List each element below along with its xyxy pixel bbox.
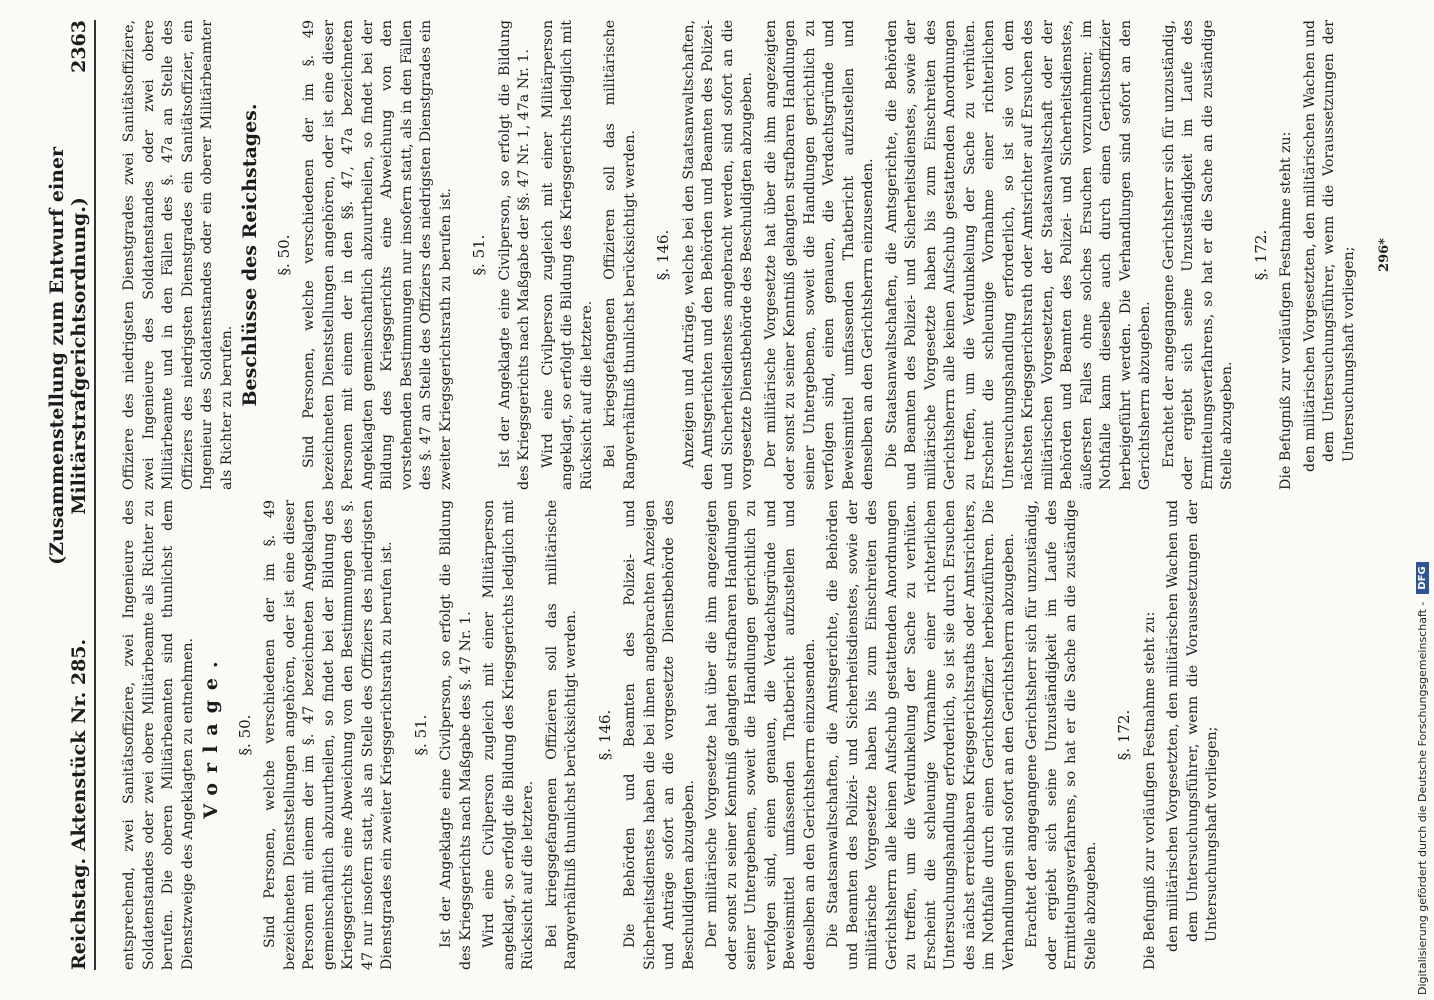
- left-s50-title: §. 50.: [235, 714, 254, 756]
- right-intro: Offiziere des niedrigsten Dienstgrades zwei Sanitätsoffiziere, zwei Ingenieure des Soldatenstandes oder zwei obere Militärbeamte und in den Fällen des §. 47a an Stelle des Offiziers des niedrigsten Dienstgrades ein Sanitätsoffizier, ein Ingenieur des Soldatenstandes oder ein oberer Militärbeamter als Richter zu berufen.: [121, 20, 235, 490]
- header-left: Reichstag. Aktenstück Nr. 285.: [68, 638, 90, 970]
- right-s50-text: Sind Personen, welche verschiedenen der im §. 49 bezeichneten Dienststellungen angehören, oder ist eine dieser Personen mit einem der in den §§. 47, 47a bezeichneten Angeklagten gemeinschaftlich abzuurtheilen, so findet bei der Bildung des Kriegsgerichts eine Abweichung von den vorstehenden Bestimmungen nur insofern statt, als in den Fällen des §. 47 an Stelle des Offiziers des niedrigsten Dienstgrades ein zweiter Kriegsgerichtsrath zu berufen ist.: [301, 20, 454, 490]
- right-s146-p3: Die Staatsanwaltschaften, die Amtsgerichte, die Behörden und Beamten des Polizei- und Sicherheitsdienstes, sowie der militärische Vorgesetzte haben bis zum Einschreiten des Gerichtsherrn alle keinen Aufschub gestattenden Anordnungen zu treffen, um die Verdunkelung der Sache zu verhüten. Erscheint die schleunige Vornahme einer richterlichen Untersuchungshandlung erforderlich, so ist sie von dem nächsten Kriegsgerichtsrath oder Amtsrichter auf Ersuchen des militärischen Vorgesetzten, der Staatsanwaltschaft oder der Behörden und Beamten des Polizei- und Sicherheitsdienstes, äußersten Falles ohne solches Ersuchen vorzunehmen; im Nothfalle kann dieselbe auch durch einen Gerichtsoffizier herbeigeführt werden. Die Verhandlungen sind sofort an den Gerichtsherrn abzugeben.: [883, 20, 1153, 490]
- left-heading: Vorlage.: [200, 651, 222, 819]
- left-s172-p1: Die Befugniß zur vorläufigen Festnahme steht zu:: [1141, 611, 1158, 970]
- page-number: 2363: [68, 20, 90, 73]
- left-s172-title: §. 172.: [1115, 709, 1133, 761]
- right-s146-p1: Anzeigen und Anträge, welche bei den Staatsanwaltschaften, den Amtsgerichten und den Behörden und Beamten des Polizei- und Sicherheitsdienstes angebracht werden, sind sofort an die vorgesetzte Dienstbehörde des Beschuldigten abzugeben.: [680, 20, 755, 490]
- right-s51-p3: Bei kriegsgefangenen Offizieren soll das militärische Rangverhältniß thunlichst berücksichtigt werden.: [602, 20, 638, 490]
- left-s51-p3: Bei kriegsgefangenen Offizieren soll das militärische Rangverhältniß thunlichst berücksichtigt werden.: [543, 500, 579, 970]
- left-intro: entsprechend, zwei Sanitätsoffiziere, zwei Ingenieure des Soldatenstandes oder zwei obere Militärbeamte als Richter zu berufen. Die oberen Militärbeamten sind thunlichst dem Dienstzweige des Angeklagten zu entnehmen.: [121, 500, 196, 970]
- dfg-logo: DFG: [1416, 562, 1429, 593]
- right-s146-p4: Erachtet der angegangene Gerichtsherr sich für unzuständig, oder ergiebt sich seine Unzuständigkeit im Laufe des Ermittelungsverfahrens, so hat er die Sache an die zuständige Stelle abzugeben.: [1160, 20, 1235, 490]
- right-s172-title: §. 172.: [1251, 229, 1270, 281]
- sheet-signature: 296*: [1377, 238, 1392, 272]
- rotated-page-content: [20, 0, 1410, 1000]
- page-header: [46, 20, 96, 970]
- credit-text: Digitalisierung gefördert durch die Deutsche Forschungsgemeinschaft -: [1415, 601, 1429, 995]
- left-s51-title: §. 51.: [411, 714, 430, 756]
- right-s51-title: §. 51.: [470, 234, 488, 276]
- column-vorlage: [120, 500, 1380, 970]
- right-s51-p2: Wird eine Civilperson zugleich mit einer Militärperson angeklagt, so erfolgt die Bildung des Kriegsgerichts lediglich mit Rücksicht auf die letztere.: [539, 20, 595, 490]
- right-s172-p2: den militärischen Vorgesetzten, den militärischen Wachen und dem Untersuchungsführer, wenn die Voraussetzungen der Untersuchungshaft vorliegen;: [1301, 20, 1357, 472]
- right-s50-title: §. 50.: [274, 234, 293, 276]
- header-title: (Zusammenstellung zum Entwurf einer Militärstrafgerichtsordnung.): [46, 146, 90, 565]
- left-s146-p4: Erachtet der angegangene Gerichtsherr sich für unzuständig, oder ergiebt sich seine Unzuständigkeit im Laufe des Ermittelungsverfahrens, so hat er die Sache an die zuständige Stelle abzugeben.: [1024, 500, 1099, 970]
- left-s172-list: [1164, 500, 1223, 970]
- left-s146-p2: Der militärische Vorgesetzte hat über die ihm angezeigten oder sonst zu seiner Kenntniß gelangten strafbaren Handlungen seiner Untergebenen, soweit die Handlungen gerichtlich zu verfolgen sind, einen genauen, die Verdachtsgründe und Beweismittel umfassenden Thatbericht aufzustellen und denselben an den Gerichtsherrn einzusenden.: [704, 500, 818, 970]
- right-heading: Beschlüsse des Reichstages.: [239, 103, 261, 407]
- right-s51-p1: Ist der Angeklagte eine Civilperson, so erfolgt die Bildung des Kriegsgerichts nach Maßgabe der §§. 47 Nr. 1, 47a Nr. 1.: [496, 20, 532, 490]
- column-beschluesse: [120, 20, 1392, 490]
- right-s146-p2: Der militärische Vorgesetzte hat über die ihm angezeigten oder sonst zu seiner Kenntniß gelangten strafbaren Handlungen seiner Untergebenen, soweit die Handlungen gerichtlich zu verfolgen sind, einen genauen, die Verdachtsgründe und Beweismittel umfassenden Thatbericht aufzustellen und denselben an den Gerichtsherrn einzusenden.: [762, 20, 876, 490]
- right-s172-p1: Die Befugniß zur vorläufigen Festnahme steht zu:: [1278, 131, 1294, 490]
- right-s146-title: §. 146.: [654, 229, 672, 281]
- left-s146-title: §. 146.: [595, 709, 614, 761]
- left-s51-p2: Wird eine Civilperson zugleich mit einer Militärperson angeklagt, so erfolgt die Bildung des Kriegsgerichts lediglich mit Rücksicht auf die letztere.: [481, 500, 536, 970]
- left-s146-p3: Die Staatsanwaltschaften, die Amtsgerichte, die Behörden und Beamten des Polizei- und Sicherheitsdienstes, sowie der militärische Vorgesetzte haben bis zum Einschreiten des Gerichtsherrn alle keinen Aufschub gestattenden Anordnungen zu treffen, um die Verdunkelung der Sache zu verhüten. Erscheint die schleunige Vornahme einer richterlichen Untersuchungshandlung erforderlich, so ist sie durch Ersuchen des nächst erreichbaren Kriegsgerichtsraths oder Amtsrichters, im Nothfalle durch einen Gerichtsoffizier herbeizuführen. Die Verhandlungen sind sofort an den Gerichtsherrn abzugeben.: [825, 500, 1017, 970]
- left-s146-p1: Die Behörden und Beamten des Polizei- und Sicherheitsdienstes haben die bei ihnen angebrachten Anzeigen und Anträge sofort an die vorgesetzte Dienstbehörde des Beschuldigten abzugeben.: [622, 500, 697, 970]
- left-s51-p1: Ist der Angeklagte eine Civilperson, so erfolgt die Bildung des Kriegsgerichts nach Maßgabe des §. 47 Nr. 1.: [438, 500, 474, 970]
- left-s50-text: Sind Personen, welche verschiedenen der im §. 49 bezeichneten Dienststellungen angehören, oder ist eine dieser Personen mit einem der im §. 47 bezeichneten Angeklagten gemeinschaftlich abzuurtheilen, so findet bei der Bildung des Kriegsgerichts eine Abweichung von den Bestimmungen des §. 47 nur insofern statt, als an Stelle des Offiziers des niedrigsten Dienstgrades ein zweiter Kriegsgerichtsrath zu berufen ist.: [262, 500, 395, 970]
- digitization-credit: [1412, 10, 1432, 995]
- left-s172-p2: den militärischen Vorgesetzten, den militärischen Wachen und dem Untersuchungsführer, wenn die Voraussetzungen der Untersuchungshaft vorliegen;: [1165, 500, 1220, 952]
- right-s172-list: [1301, 20, 1360, 490]
